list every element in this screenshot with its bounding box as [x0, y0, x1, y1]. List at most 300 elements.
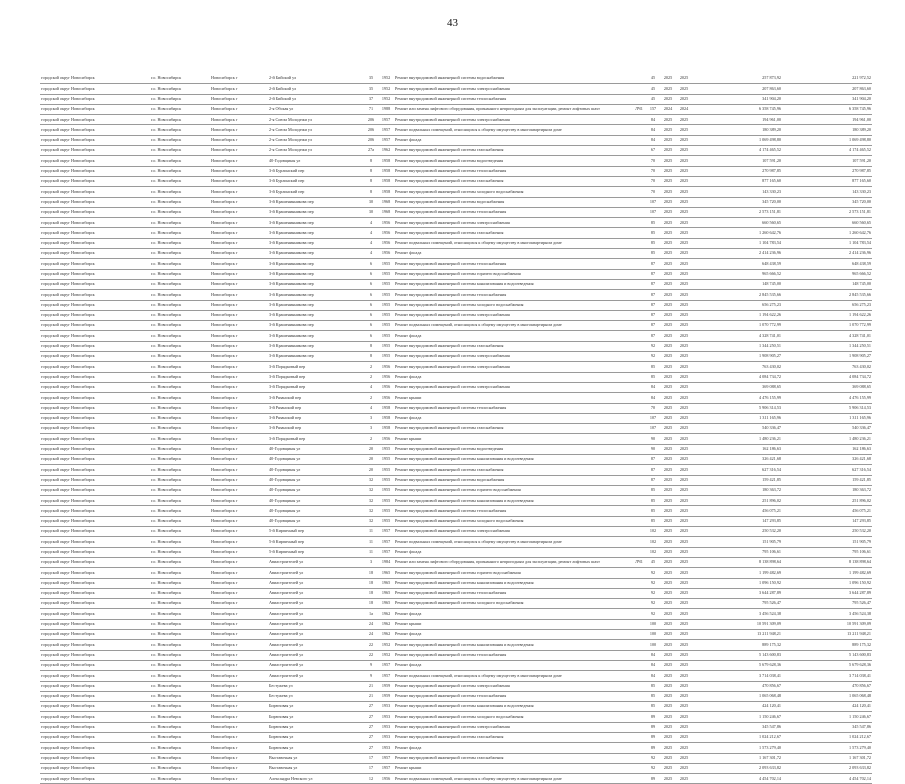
municipality-cell: городской округ Новосибирск	[40, 84, 150, 94]
table-row	[40, 774, 872, 784]
wear-cell: 92	[646, 753, 660, 763]
end-year-cell: 2025	[676, 228, 692, 238]
house-cell: 32	[364, 475, 378, 485]
house-cell: 6	[364, 290, 378, 300]
end-year-cell: 2025	[676, 619, 692, 629]
wear-cell: 92	[646, 763, 660, 773]
wear-cell: 87	[646, 331, 660, 341]
cost-cell: 3 644 287,89	[692, 588, 782, 598]
work-type-cell: Ремонт фасада	[394, 547, 632, 557]
settlement-cell: г.о. Новосибирск	[150, 331, 210, 341]
start-year-cell: 2025	[660, 331, 676, 341]
house-cell: 27а	[364, 146, 378, 156]
municipality-cell: городской округ Новосибирск	[40, 300, 150, 310]
year-cell: 1957	[378, 135, 394, 145]
year-cell: 1958	[378, 166, 394, 176]
end-year-cell: 2025	[676, 733, 692, 743]
year-cell: 1965	[378, 588, 394, 598]
start-year-cell: 2025	[660, 496, 676, 506]
cost-total-cell: 1 480 236,21	[782, 434, 872, 444]
settlement-cell: г.о. Новосибирск	[150, 228, 210, 238]
street-cell: 2-я Союза Молодежи ул	[268, 135, 364, 145]
work-type-cell: Ремонт внутридомовой инженерной системы теплоснабжения	[394, 691, 632, 701]
year-cell: 1955	[378, 341, 394, 351]
start-year-cell: 2025	[660, 619, 676, 629]
year-cell: 1952	[378, 94, 394, 104]
cost-cell: 1 199 482,69	[692, 568, 782, 578]
end-year-cell: 2025	[676, 115, 692, 125]
municipality-cell: городской округ Новосибирск	[40, 465, 150, 475]
cost-total-cell: 3 644 287,89	[782, 588, 872, 598]
year-cell: 1988	[378, 104, 394, 114]
wear-cell: 87	[646, 310, 660, 320]
house-cell: 27	[364, 743, 378, 753]
city-cell: Новосибирск г	[210, 104, 268, 114]
cost-total-cell: 2 573 151,81	[782, 207, 872, 217]
lift-cell	[632, 300, 646, 310]
table-row	[40, 393, 872, 403]
work-type-cell: Ремонт внутридомовой инженерной системы электроснабжения	[394, 681, 632, 691]
settlement-cell: г.о. Новосибирск	[150, 84, 210, 94]
settlement-cell: г.о. Новосибирск	[150, 135, 210, 145]
end-year-cell: 2025	[676, 413, 692, 423]
municipality-cell: городской округ Новосибирск	[40, 104, 150, 114]
municipality-cell: городской округ Новосибирск	[40, 733, 150, 743]
settlement-cell: г.о. Новосибирск	[150, 74, 210, 84]
work-type-cell: Ремонт подвальных помещений, относящихся к общему имуществу в многоквартирном доме	[394, 671, 632, 681]
work-type-cell: Ремонт внутридомовой инженерной системы теплоснабжения	[394, 650, 632, 660]
municipality-cell: городской округ Новосибирск	[40, 187, 150, 197]
end-year-cell: 2025	[676, 321, 692, 331]
table-row	[40, 733, 872, 743]
wear-cell: 87	[646, 269, 660, 279]
lift-cell	[632, 424, 646, 434]
street-cell: Авиастроителей ул	[268, 660, 364, 670]
house-cell: 9	[364, 671, 378, 681]
lift-cell: ЛЧ1	[632, 104, 646, 114]
cost-total-cell: 147 293,85	[782, 516, 872, 526]
lift-cell	[632, 403, 646, 413]
house-cell: 206	[364, 135, 378, 145]
year-cell: 1962	[378, 146, 394, 156]
house-cell: 71	[364, 104, 378, 114]
start-year-cell: 2025	[660, 238, 676, 248]
work-type-cell: Ремонт внутридомовой инженерной системы газоснабжения	[394, 228, 632, 238]
street-cell: 3-й Рязанский пер	[268, 403, 364, 413]
house-cell: 4	[364, 238, 378, 248]
work-type-cell: Ремонт внутридомовой инженерной системы газоснабжения	[394, 733, 632, 743]
settlement-cell: г.о. Новосибирск	[150, 238, 210, 248]
cost-total-cell: 345 547,86	[782, 722, 872, 732]
street-cell: 3-й Крашенинникова пер	[268, 197, 364, 207]
cost-cell: 5 906 314,53	[692, 403, 782, 413]
cost-cell: 540 336,47	[692, 424, 782, 434]
table-row	[40, 557, 872, 567]
settlement-cell: г.о. Новосибирск	[150, 104, 210, 114]
lift-cell	[632, 197, 646, 207]
cost-total-cell: 5 143 600,83	[782, 650, 872, 660]
lift-cell	[632, 599, 646, 609]
lift-cell	[632, 84, 646, 94]
municipality-cell: городской округ Новосибирск	[40, 218, 150, 228]
cost-cell: 5 679 628,36	[692, 660, 782, 670]
start-year-cell: 2025	[660, 187, 676, 197]
start-year-cell: 2025	[660, 609, 676, 619]
table-row	[40, 650, 872, 660]
city-cell: Новосибирск г	[210, 94, 268, 104]
table-row	[40, 475, 872, 485]
lift-cell	[632, 630, 646, 640]
cost-cell: 162 186,63	[692, 444, 782, 454]
municipality-cell: городской округ Новосибирск	[40, 547, 150, 557]
cost-total-cell: 143 330,23	[782, 187, 872, 197]
start-year-cell: 2025	[660, 660, 676, 670]
municipality-cell: городской округ Новосибирск	[40, 372, 150, 382]
street-cell: Авиастроителей ул	[268, 588, 364, 598]
table-row	[40, 84, 872, 94]
cost-total-cell: 877 165,60	[782, 176, 872, 186]
table-row	[40, 238, 872, 248]
cost-total-cell: 5 906 314,53	[782, 403, 872, 413]
start-year-cell: 2025	[660, 640, 676, 650]
house-cell: 6	[364, 331, 378, 341]
wear-cell: 107	[646, 197, 660, 207]
street-cell: 2-й Бийский ул	[268, 84, 364, 94]
wear-cell: 100	[646, 640, 660, 650]
end-year-cell: 2025	[676, 506, 692, 516]
street-cell: 2-й Бийский ул	[268, 94, 364, 104]
cost-cell: 2 414 236,96	[692, 249, 782, 259]
cost-cell: 194 961,00	[692, 115, 782, 125]
year-cell: 1955	[378, 259, 394, 269]
street-cell: 3-й Крашенинникова пер	[268, 341, 364, 351]
work-type-cell: Ремонт внутридомовой инженерной системы электроснабжения	[394, 218, 632, 228]
end-year-cell: 2025	[676, 146, 692, 156]
wear-cell: 85	[646, 691, 660, 701]
table-row	[40, 300, 872, 310]
house-cell: 11	[364, 537, 378, 547]
settlement-cell: г.о. Новосибирск	[150, 249, 210, 259]
wear-cell: 92	[646, 588, 660, 598]
end-year-cell: 2025	[676, 640, 692, 650]
city-cell: Новосибирск г	[210, 249, 268, 259]
lift-cell	[632, 74, 646, 84]
start-year-cell: 2025	[660, 74, 676, 84]
street-cell: 3-й Порядковый пер	[268, 434, 364, 444]
wear-cell: 87	[646, 279, 660, 289]
municipality-cell: городской округ Новосибирск	[40, 352, 150, 362]
house-cell: 6	[364, 310, 378, 320]
start-year-cell: 2025	[660, 135, 676, 145]
cost-cell: 1 194 622,26	[692, 310, 782, 320]
cost-total-cell: 1 908 905,27	[782, 352, 872, 362]
end-year-cell: 2025	[676, 249, 692, 259]
municipality-cell: городской округ Новосибирск	[40, 578, 150, 588]
house-cell: 35	[364, 74, 378, 84]
work-type-cell: Ремонт внутридомовой инженерной системы газоснабжения	[394, 146, 632, 156]
start-year-cell: 2025	[660, 434, 676, 444]
wear-cell: 89	[646, 743, 660, 753]
work-type-cell: Ремонт внутридомовой инженерной системы холодного водоснабжения	[394, 300, 632, 310]
settlement-cell: г.о. Новосибирск	[150, 702, 210, 712]
lift-cell	[632, 310, 646, 320]
work-type-cell: Ремонт внутридомовой инженерной системы водоотведения	[394, 444, 632, 454]
year-cell: 1956	[378, 393, 394, 403]
city-cell: Новосибирск г	[210, 475, 268, 485]
table-row	[40, 630, 872, 640]
wear-cell: 87	[646, 300, 660, 310]
table-row	[40, 537, 872, 547]
house-cell: 22	[364, 650, 378, 660]
city-cell: Новосибирск г	[210, 176, 268, 186]
end-year-cell: 2025	[676, 259, 692, 269]
wear-cell: 45	[646, 84, 660, 94]
municipality-cell: городской округ Новосибирск	[40, 393, 150, 403]
street-cell: 3-й Крашенинникова пер	[268, 249, 364, 259]
start-year-cell: 2025	[660, 403, 676, 413]
table-row	[40, 424, 872, 434]
municipality-cell: городской округ Новосибирск	[40, 228, 150, 238]
house-cell: 30	[364, 197, 378, 207]
table-row	[40, 135, 872, 145]
table-row	[40, 125, 872, 135]
table-row	[40, 197, 872, 207]
end-year-cell: 2025	[676, 279, 692, 289]
start-year-cell: 2025	[660, 372, 676, 382]
work-type-cell: Ремонт или замена лифтового оборудования, признанного непригодным для эксплуатации, ремонт лифтовых шахт	[394, 557, 632, 567]
work-type-cell: Ремонт крыши	[394, 619, 632, 629]
year-cell: 1957	[378, 763, 394, 773]
municipality-cell: городской округ Новосибирск	[40, 702, 150, 712]
settlement-cell: г.о. Новосибирск	[150, 578, 210, 588]
cost-total-cell: 763 430,02	[782, 362, 872, 372]
settlement-cell: г.о. Новосибирск	[150, 434, 210, 444]
lift-cell	[632, 681, 646, 691]
start-year-cell: 2025	[660, 650, 676, 660]
table-row	[40, 702, 872, 712]
year-cell: 1965	[378, 568, 394, 578]
year-cell: 1968	[378, 197, 394, 207]
wear-cell: 89	[646, 712, 660, 722]
end-year-cell: 2025	[676, 290, 692, 300]
wear-cell: 85	[646, 485, 660, 495]
municipality-cell: городской округ Новосибирск	[40, 722, 150, 732]
work-type-cell: Ремонт внутридомовой инженерной системы теплоснабжения	[394, 290, 632, 300]
municipality-cell: городской округ Новосибирск	[40, 434, 150, 444]
city-cell: Новосибирск г	[210, 733, 268, 743]
start-year-cell: 2025	[660, 249, 676, 259]
house-cell: 8	[364, 341, 378, 351]
end-year-cell: 2025	[676, 352, 692, 362]
wear-cell: 89	[646, 774, 660, 784]
city-cell: Новосибирск г	[210, 465, 268, 475]
cost-total-cell: 6 358 745,96	[782, 104, 872, 114]
end-year-cell: 2025	[676, 722, 692, 732]
table-row	[40, 609, 872, 619]
cost-total-cell: 1 311 165,96	[782, 413, 872, 423]
lift-cell	[632, 290, 646, 300]
wear-cell: 85	[646, 238, 660, 248]
city-cell: Новосибирск г	[210, 135, 268, 145]
wear-cell: 70	[646, 176, 660, 186]
street-cell: 3-й Крашенинникова пер	[268, 290, 364, 300]
house-cell: 17	[364, 763, 378, 773]
street-cell: 40-Годовщины ул	[268, 465, 364, 475]
wear-cell: 85	[646, 228, 660, 238]
end-year-cell: 2025	[676, 702, 692, 712]
street-cell: 40-Годовщины ул	[268, 156, 364, 166]
cost-cell: 4 476 155,99	[692, 393, 782, 403]
city-cell: Новосибирск г	[210, 187, 268, 197]
work-type-cell: Ремонт внутридомовой инженерной системы водоотведения	[394, 156, 632, 166]
work-type-cell: Ремонт внутридомовой инженерной системы водоснабжения	[394, 197, 632, 207]
street-cell: Авиастроителей ул	[268, 609, 364, 619]
settlement-cell: г.о. Новосибирск	[150, 712, 210, 722]
end-year-cell: 2025	[676, 485, 692, 495]
city-cell: Новосибирск г	[210, 115, 268, 125]
cost-total-cell: 5 679 628,36	[782, 660, 872, 670]
house-cell: 27	[364, 733, 378, 743]
house-cell: 18	[364, 588, 378, 598]
house-cell: 6	[364, 279, 378, 289]
end-year-cell: 2025	[676, 403, 692, 413]
city-cell: Новосибирск г	[210, 341, 268, 351]
house-cell: 8	[364, 176, 378, 186]
settlement-cell: г.о. Новосибирск	[150, 290, 210, 300]
cost-total-cell: 795 526,47	[782, 599, 872, 609]
settlement-cell: г.о. Новосибирск	[150, 393, 210, 403]
table-row	[40, 660, 872, 670]
year-cell: 1953	[378, 712, 394, 722]
house-cell: 11	[364, 547, 378, 557]
cost-total-cell: 180 389,20	[782, 125, 872, 135]
work-type-cell: Ремонт подвальных помещений, относящихся к общему имуществу в многоквартирном доме	[394, 125, 632, 135]
settlement-cell: г.о. Новосибирск	[150, 599, 210, 609]
street-cell: Авиастроителей ул	[268, 578, 364, 588]
settlement-cell: г.о. Новосибирск	[150, 537, 210, 547]
lift-cell	[632, 619, 646, 629]
year-cell: 1958	[378, 413, 394, 423]
cost-cell: 470 856,67	[692, 681, 782, 691]
city-cell: Новосибирск г	[210, 424, 268, 434]
cost-total-cell: 660 560,65	[782, 218, 872, 228]
lift-cell	[632, 774, 646, 784]
settlement-cell: г.о. Новосибирск	[150, 454, 210, 464]
year-cell: 1965	[378, 599, 394, 609]
city-cell: Новосибирск г	[210, 527, 268, 537]
end-year-cell: 2025	[676, 444, 692, 454]
house-cell: 32	[364, 485, 378, 495]
cost-total-cell: 456 075,21	[782, 506, 872, 516]
year-cell: 1953	[378, 733, 394, 743]
end-year-cell: 2025	[676, 166, 692, 176]
work-type-cell: Ремонт внутридомовой инженерной системы горячего водоснабжения	[394, 269, 632, 279]
city-cell: Новосибирск г	[210, 774, 268, 784]
house-cell: 6	[364, 259, 378, 269]
table-row	[40, 722, 872, 732]
start-year-cell: 2025	[660, 259, 676, 269]
start-year-cell: 2025	[660, 753, 676, 763]
city-cell: Новосибирск г	[210, 557, 268, 567]
work-type-cell: Ремонт внутридомовой инженерной системы водоснабжения	[394, 74, 632, 84]
end-year-cell: 2025	[676, 269, 692, 279]
work-type-cell: Ремонт внутридомовой инженерной системы водоснабжения	[394, 475, 632, 485]
wear-cell: 92	[646, 609, 660, 619]
end-year-cell: 2025	[676, 238, 692, 248]
lift-cell	[632, 496, 646, 506]
city-cell: Новосибирск г	[210, 506, 268, 516]
end-year-cell: 2025	[676, 630, 692, 640]
settlement-cell: г.о. Новосибирск	[150, 341, 210, 351]
street-cell: Авиастроителей ул	[268, 650, 364, 660]
lift-cell	[632, 321, 646, 331]
end-year-cell: 2025	[676, 218, 692, 228]
city-cell: Новосибирск г	[210, 413, 268, 423]
municipality-cell: городской округ Новосибирск	[40, 290, 150, 300]
start-year-cell: 2025	[660, 94, 676, 104]
lift-cell	[632, 218, 646, 228]
table-row	[40, 321, 872, 331]
cost-total-cell: 270 987,85	[782, 166, 872, 176]
work-type-cell: Ремонт подвальных помещений, относящихся к общему имуществу в многоквартирном доме	[394, 537, 632, 547]
start-year-cell: 2025	[660, 733, 676, 743]
wear-cell: 84	[646, 660, 660, 670]
municipality-cell: городской округ Новосибирск	[40, 310, 150, 320]
lift-cell	[632, 506, 646, 516]
municipality-cell: городской округ Новосибирск	[40, 146, 150, 156]
house-cell: 11	[364, 527, 378, 537]
cost-cell: 5 143 600,83	[692, 650, 782, 660]
end-year-cell: 2025	[676, 537, 692, 547]
work-type-cell: Ремонт фасада	[394, 331, 632, 341]
municipality-cell: городской округ Новосибирск	[40, 475, 150, 485]
cost-total-cell: 369 088,65	[782, 382, 872, 392]
work-type-cell: Ремонт фасада	[394, 630, 632, 640]
wear-cell: 107	[646, 424, 660, 434]
start-year-cell: 2024	[660, 104, 676, 114]
start-year-cell: 2025	[660, 156, 676, 166]
cost-total-cell: 8 138 898,64	[782, 557, 872, 567]
lift-cell	[632, 331, 646, 341]
work-type-cell: Ремонт внутридомовой инженерной системы газоснабжения	[394, 753, 632, 763]
start-year-cell: 2025	[660, 341, 676, 351]
register-table-wrapper	[40, 74, 872, 784]
cost-total-cell: 107 591,20	[782, 156, 872, 166]
lift-cell	[632, 660, 646, 670]
city-cell: Новосибирск г	[210, 516, 268, 526]
work-type-cell: Ремонт внутридомовой инженерной системы холодного водоснабжения	[394, 599, 632, 609]
wear-cell: 87	[646, 475, 660, 485]
cost-cell: 795 106,61	[692, 547, 782, 557]
lift-cell	[632, 249, 646, 259]
settlement-cell: г.о. Новосибирск	[150, 671, 210, 681]
work-type-cell: Ремонт фасада	[394, 609, 632, 619]
cost-total-cell: 424 120,41	[782, 702, 872, 712]
house-cell: 21	[364, 681, 378, 691]
cost-cell: 151 905,79	[692, 537, 782, 547]
cost-cell: 2 845 535,66	[692, 290, 782, 300]
municipality-cell: городской округ Новосибирск	[40, 485, 150, 495]
start-year-cell: 2025	[660, 516, 676, 526]
settlement-cell: г.о. Новосибирск	[150, 527, 210, 537]
municipality-cell: городской округ Новосибирск	[40, 238, 150, 248]
municipality-cell: городской округ Новосибирск	[40, 691, 150, 701]
city-cell: Новосибирск г	[210, 537, 268, 547]
end-year-cell: 2025	[676, 650, 692, 660]
year-cell: 1957	[378, 753, 394, 763]
municipality-cell: городской округ Новосибирск	[40, 568, 150, 578]
city-cell: Новосибирск г	[210, 609, 268, 619]
